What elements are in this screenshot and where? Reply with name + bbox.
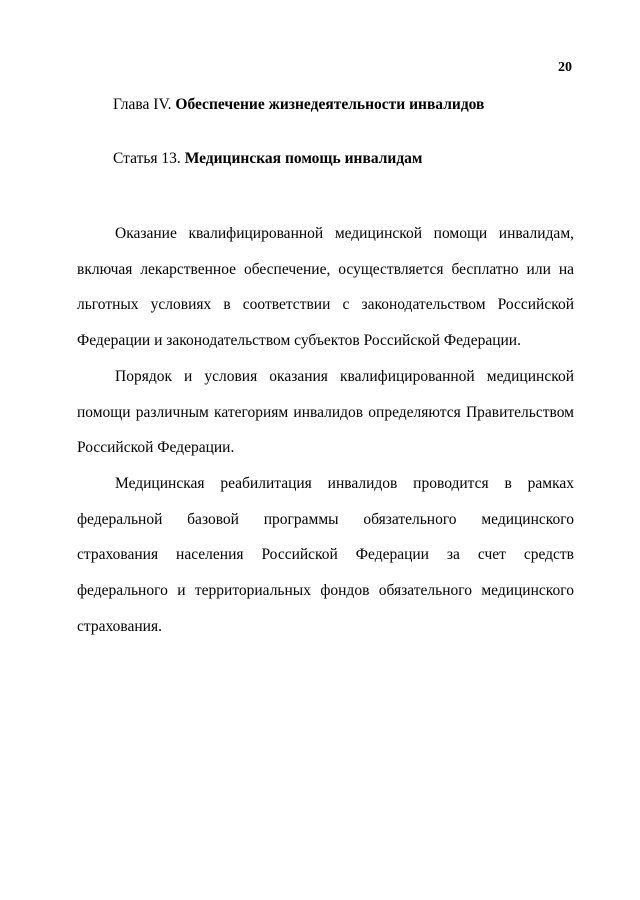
chapter-heading bbox=[113, 96, 484, 114]
article-heading bbox=[113, 150, 422, 168]
paragraph: Порядок и условия оказания квалифицированной медицинской помощи различным категориям инвалидов определяются Правительством Российской Федерации. bbox=[77, 367, 574, 457]
paragraph: Оказание квалифицированной медицинской помощи инвалидам, включая лекарственное обеспечение, осуществляется бесплатно или на льготных условиях в соответствии с законодательством Российской Федерации и законодательством субъектов Российской Федерации. bbox=[77, 225, 574, 350]
chapter-prefix: Глава IV. bbox=[113, 96, 172, 113]
page-number: 20 bbox=[558, 60, 572, 75]
article-title: Медицинская помощь инвалидам bbox=[184, 150, 423, 167]
article-prefix: Статья 13. bbox=[113, 150, 181, 167]
chapter-title: Обеспечение жизнедеятельности инвалидов bbox=[175, 96, 485, 113]
article-body bbox=[77, 216, 574, 644]
paragraph: Медицинская реабилитация инвалидов проводится в рамках федеральной базовой программы обязательного медицинского страхования населения Российской Федерации за счет средств федерального и территориальных фондов обязательного медицинского страхования. bbox=[77, 474, 574, 635]
